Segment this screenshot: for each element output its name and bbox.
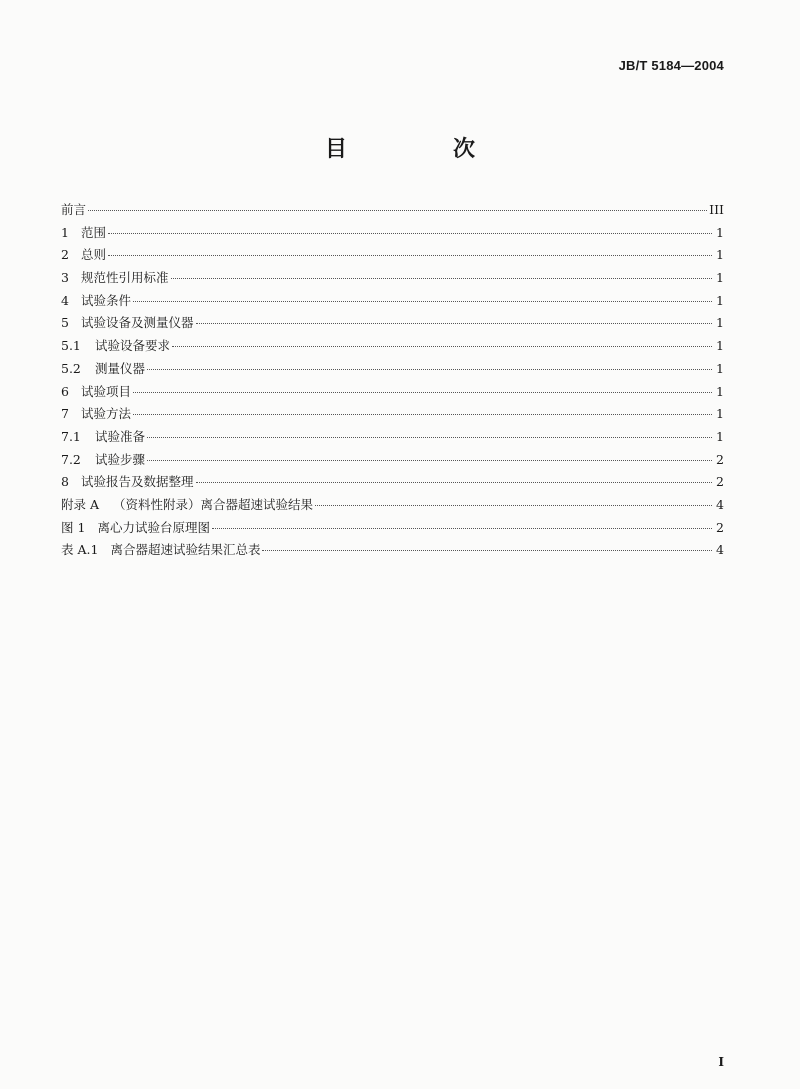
toc-entry-7[interactable] (61, 403, 724, 426)
toc-entry-page: 1 (716, 247, 724, 263)
toc-entry-page: 2 (716, 519, 724, 535)
toc-entry-figure-1[interactable] (61, 517, 724, 540)
toc-entry-8[interactable] (61, 471, 724, 494)
toc-entry-label: 试验条件 (81, 292, 132, 308)
toc-entry-label: 试验报告及数据整理 (81, 474, 194, 490)
dot-leader (315, 505, 712, 506)
toc-entry-7-2[interactable] (61, 449, 724, 472)
dot-leader (172, 346, 712, 347)
dot-leader (171, 278, 712, 279)
toc-entry-6[interactable] (61, 381, 724, 404)
toc-entry-number: 6 (61, 383, 69, 399)
toc-entry-page: 1 (716, 270, 724, 286)
toc-entry-2[interactable] (61, 244, 724, 267)
dot-leader (108, 255, 712, 256)
toc-entry-page: 2 (716, 451, 724, 467)
table-of-contents (61, 199, 724, 562)
dot-leader (147, 460, 712, 461)
toc-entry-page: 2 (716, 474, 724, 490)
toc-entry-label: 试验设备要求 (95, 338, 171, 354)
dot-leader (196, 323, 712, 324)
toc-entry-5-1[interactable] (61, 335, 724, 358)
toc-entry-label: 试验步骤 (95, 451, 146, 467)
toc-entry-number: 7.1 (61, 428, 81, 444)
toc-entry-page: 1 (716, 428, 724, 444)
toc-entry-number: 表 A.1 (61, 542, 99, 558)
toc-entry-label: 试验设备及测量仪器 (81, 315, 194, 331)
page-title: 目 次 (324, 136, 517, 162)
toc-entry-number: 5 (61, 315, 69, 331)
dot-leader (196, 482, 712, 483)
toc-entry-label: 总则 (81, 247, 107, 263)
toc-entry-number: 图 1 (61, 519, 86, 535)
toc-entry-4[interactable] (61, 290, 724, 313)
toc-entry-page: 4 (716, 542, 724, 558)
toc-entry-page: 1 (716, 383, 724, 399)
dot-leader (133, 392, 712, 393)
toc-entry-number: 1 (61, 224, 69, 240)
document-code: JB/T 5184—2004 (618, 58, 724, 73)
toc-entry-number: 5.2 (61, 360, 81, 376)
toc-entry-foreword[interactable] (61, 199, 724, 222)
toc-entry-5[interactable] (61, 312, 724, 335)
dot-leader (262, 550, 712, 551)
toc-entry-7-1[interactable] (61, 426, 724, 449)
toc-entry-page: 1 (716, 292, 724, 308)
toc-entry-number: 4 (61, 292, 69, 308)
toc-entry-1[interactable] (61, 222, 724, 245)
toc-entry-number: 3 (61, 270, 69, 286)
toc-entry-page: III (709, 202, 724, 217)
page-number: I (718, 1055, 724, 1069)
toc-entry-number: 2 (61, 247, 69, 263)
toc-entry-table-a1[interactable] (61, 539, 724, 562)
toc-entry-label: 规范性引用标准 (81, 270, 169, 286)
toc-entry-number: 7 (61, 406, 69, 422)
toc-entry-page: 1 (716, 360, 724, 376)
dot-leader (147, 437, 712, 438)
toc-entry-page: 4 (716, 496, 724, 512)
toc-entry-label: 试验方法 (81, 406, 132, 422)
toc-entry-number: 7.2 (61, 451, 81, 467)
dot-leader (133, 414, 712, 415)
toc-entry-appendix-a[interactable] (61, 494, 724, 517)
toc-entry-page: 1 (716, 224, 724, 240)
toc-entry-label: 前言 (61, 202, 87, 217)
dot-leader (88, 210, 707, 211)
toc-entry-5-2[interactable] (61, 358, 724, 381)
toc-entry-label: 试验准备 (95, 428, 146, 444)
toc-entry-label: 测量仪器 (95, 360, 146, 376)
dot-leader (133, 301, 712, 302)
toc-entry-page: 1 (716, 338, 724, 354)
toc-entry-page: 1 (716, 315, 724, 331)
dot-leader (108, 233, 712, 234)
toc-entry-label: 离合器超速试验结果汇总表 (110, 542, 261, 558)
toc-entry-label: （资料性附录）离合器超速试验结果 (113, 496, 314, 512)
toc-entry-label: 范围 (81, 224, 107, 240)
toc-entry-label: 试验项目 (81, 383, 132, 399)
toc-entry-number: 5.1 (61, 338, 81, 354)
dot-leader (147, 369, 712, 370)
toc-entry-label: 离心力试验台原理图 (97, 519, 210, 535)
toc-entry-3[interactable] (61, 267, 724, 290)
toc-entry-page: 1 (716, 406, 724, 422)
dot-leader (212, 528, 712, 529)
toc-entry-number: 附录 A (61, 496, 100, 512)
toc-entry-number: 8 (61, 474, 69, 490)
